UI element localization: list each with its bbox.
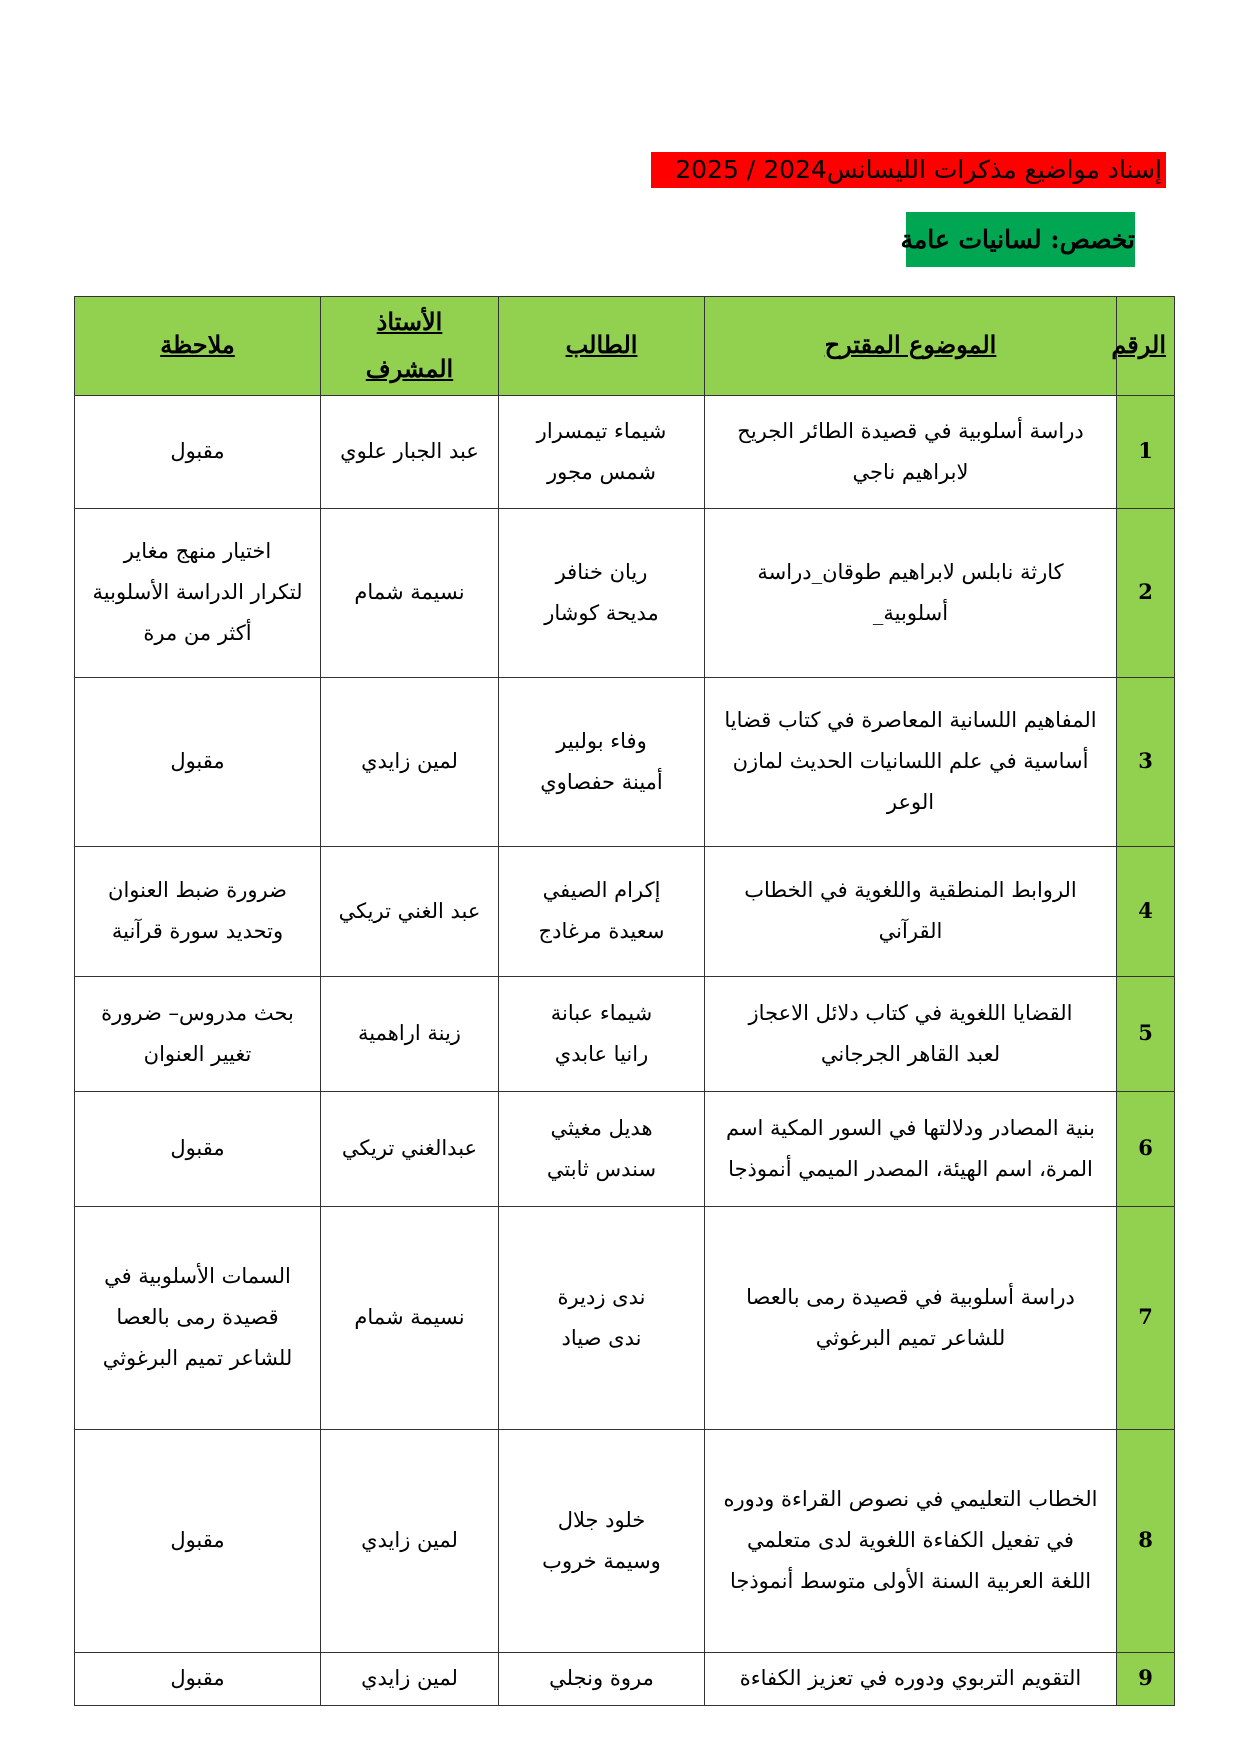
topic-cell-line: القضايا اللغوية في كتاب دلائل الاعجاز [748,1000,1073,1025]
note-cell-line: مقبول [170,749,225,774]
note-cell-line: ضرورة ضبط العنوان [108,878,287,903]
topic-cell [705,508,1117,677]
student-cell-line: هديل مغيثي [550,1115,653,1140]
header-number: الرقم [1117,297,1175,396]
supervisor-cell: زينة اراهمية [321,976,499,1091]
table-row [75,508,1175,677]
table-header-row [75,297,1175,396]
note-cell-line: قصيدة رمى بالعصا [116,1305,279,1330]
topic-cell-line: دراسة أسلوبية في قصيدة الطائر الجريح [737,418,1084,443]
topic-cell-line: الخطاب التعليمي في نصوص القراءة ودوره [723,1487,1098,1512]
note-cell-line: لتكرار الدراسة الأسلوبية [92,580,303,605]
row-number: 8 [1117,1429,1175,1652]
student-cell-line: أمينة حفصاوي [540,769,663,794]
row-number: 1 [1117,395,1175,508]
student-cell [499,1429,705,1652]
student-cell-line: شيماء تيمسرار [536,418,667,443]
topic-cell-line: كارثة نابلس لابراهيم طوقان_دراسة [757,559,1064,584]
note-cell-line: بحث مدروس– ضرورة [101,1000,294,1025]
student-cell-line: شيماء عبانة [550,1000,653,1025]
topic-cell-line: المفاهيم اللسانية المعاصرة في كتاب قضايا [724,708,1097,733]
topic-cell-line: في تفعيل الكفاءة اللغوية لدى متعلمي [747,1528,1074,1553]
topic-cell [705,1652,1117,1705]
table-row [75,395,1175,508]
note-cell [75,677,321,846]
topic-cell-line: اللغة العربية السنة الأولى متوسط أنموذجا [729,1569,1092,1594]
student-cell-line: شمس مجور [547,459,656,484]
table-row [75,1091,1175,1206]
note-cell-line: مقبول [170,1666,225,1691]
header-supervisor: الأستاذ المشرف [321,297,499,396]
note-cell-line: اختيار منهج مغاير [123,539,272,564]
student-cell-line: رانيا عابدي [554,1041,649,1066]
supervisor-cell: عبد الغني تريكي [321,846,499,976]
note-cell-line: السمات الأسلوبية في [104,1264,291,1289]
student-cell-line: مديحة كوشار [544,600,659,625]
specialty-label: تخصص: لسانيات عامة [906,212,1135,267]
note-cell [75,846,321,976]
note-cell [75,1206,321,1429]
supervisor-cell: عبدالغني تريكي [321,1091,499,1206]
student-cell [499,677,705,846]
row-number: 2 [1117,508,1175,677]
note-cell-line: مقبول [170,439,225,464]
supervisor-cell: لمين زايدي [321,1429,499,1652]
table-row [75,677,1175,846]
row-number: 3 [1117,677,1175,846]
row-number: 7 [1117,1206,1175,1429]
header-note: ملاحظة [75,297,321,396]
topic-cell-line: المرة، اسم الهيئة، المصدر الميمي أنموذجا [728,1156,1093,1181]
row-number: 5 [1117,976,1175,1091]
student-cell [499,1091,705,1206]
row-number: 4 [1117,846,1175,976]
topic-cell [705,395,1117,508]
student-cell [499,976,705,1091]
note-cell-line: مقبول [170,1528,225,1553]
student-cell [499,395,705,508]
assignments-table [74,296,1175,1706]
topic-cell-line: التقويم التربوي ودوره في تعزيز الكفاءة [739,1666,1082,1691]
student-cell [499,846,705,976]
student-cell-line: وسيمة خروب [542,1548,661,1573]
note-cell [75,1091,321,1206]
topic-cell-line: بنية المصادر ودلالتها في السور المكية اسم [725,1115,1096,1140]
topic-cell [705,1206,1117,1429]
student-cell-line: ريان خنافر [555,559,648,584]
note-cell-line: للشاعر تميم البرغوثي [102,1346,293,1371]
table-row [75,846,1175,976]
supervisor-cell: نسيمة شمام [321,1206,499,1429]
topic-cell [705,1091,1117,1206]
student-cell-line: خلود جلال [557,1507,646,1532]
note-cell [75,976,321,1091]
topic-cell-line: الروابط المنطقية واللغوية في الخطاب القرآني [744,878,1077,944]
note-cell-line: أكثر من مرة [143,621,252,646]
table-row [75,1652,1175,1705]
student-cell-line: مروة ونجلي [549,1666,654,1691]
supervisor-cell: عبد الجبار علوي [321,395,499,508]
header-student: الطالب [499,297,705,396]
topic-cell [705,677,1117,846]
row-number: 6 [1117,1091,1175,1206]
table-row [75,1429,1175,1652]
topic-cell [705,846,1117,976]
student-cell [499,1652,705,1705]
note-cell [75,508,321,677]
student-cell-line: إكرام الصيفي [542,878,661,903]
student-cell [499,508,705,677]
topic-cell-line: للشاعر تميم البرغوثي [815,1325,1006,1350]
note-cell-line: تغيير العنوان [143,1041,252,1066]
note-cell-line: وتحديد سورة قرآنية [111,919,284,944]
topic-cell-line: لعبد القاهر الجرجاني [820,1041,1001,1066]
student-cell-line: سندس ثابتي [546,1156,657,1181]
topic-cell-line: أسلوبية_ [872,600,949,625]
note-cell [75,1429,321,1652]
topic-cell-line: دراسة أسلوبية في قصيدة رمى بالعصا [746,1284,1075,1309]
student-cell-line: وفاء بولبير [556,728,647,753]
topic-cell [705,1429,1117,1652]
table-row [75,1206,1175,1429]
row-number: 9 [1117,1652,1175,1705]
student-cell-line: سعيدة مرغادج [538,919,665,944]
supervisor-cell: لمين زايدي [321,677,499,846]
topic-cell-line: أساسية في علم اللسانيات الحديث لمازن [732,749,1089,774]
table-row [75,976,1175,1091]
topic-cell-line: الوعر [886,790,935,815]
topic-cell [705,976,1117,1091]
document-title: إسناد مواضيع مذكرات الليسانس2024 / 2025 [651,152,1166,188]
note-cell-line: مقبول [170,1136,225,1161]
student-cell [499,1206,705,1429]
supervisor-cell: نسيمة شمام [321,508,499,677]
topic-cell-line: لابراهيم ناجي [852,459,969,484]
supervisor-cell: لمين زايدي [321,1652,499,1705]
student-cell-line: ندى زديرة [557,1284,646,1309]
note-cell [75,395,321,508]
student-cell-line: ندى صياد [561,1325,642,1350]
note-cell [75,1652,321,1705]
header-topic: الموضوع المقترح [705,297,1117,396]
